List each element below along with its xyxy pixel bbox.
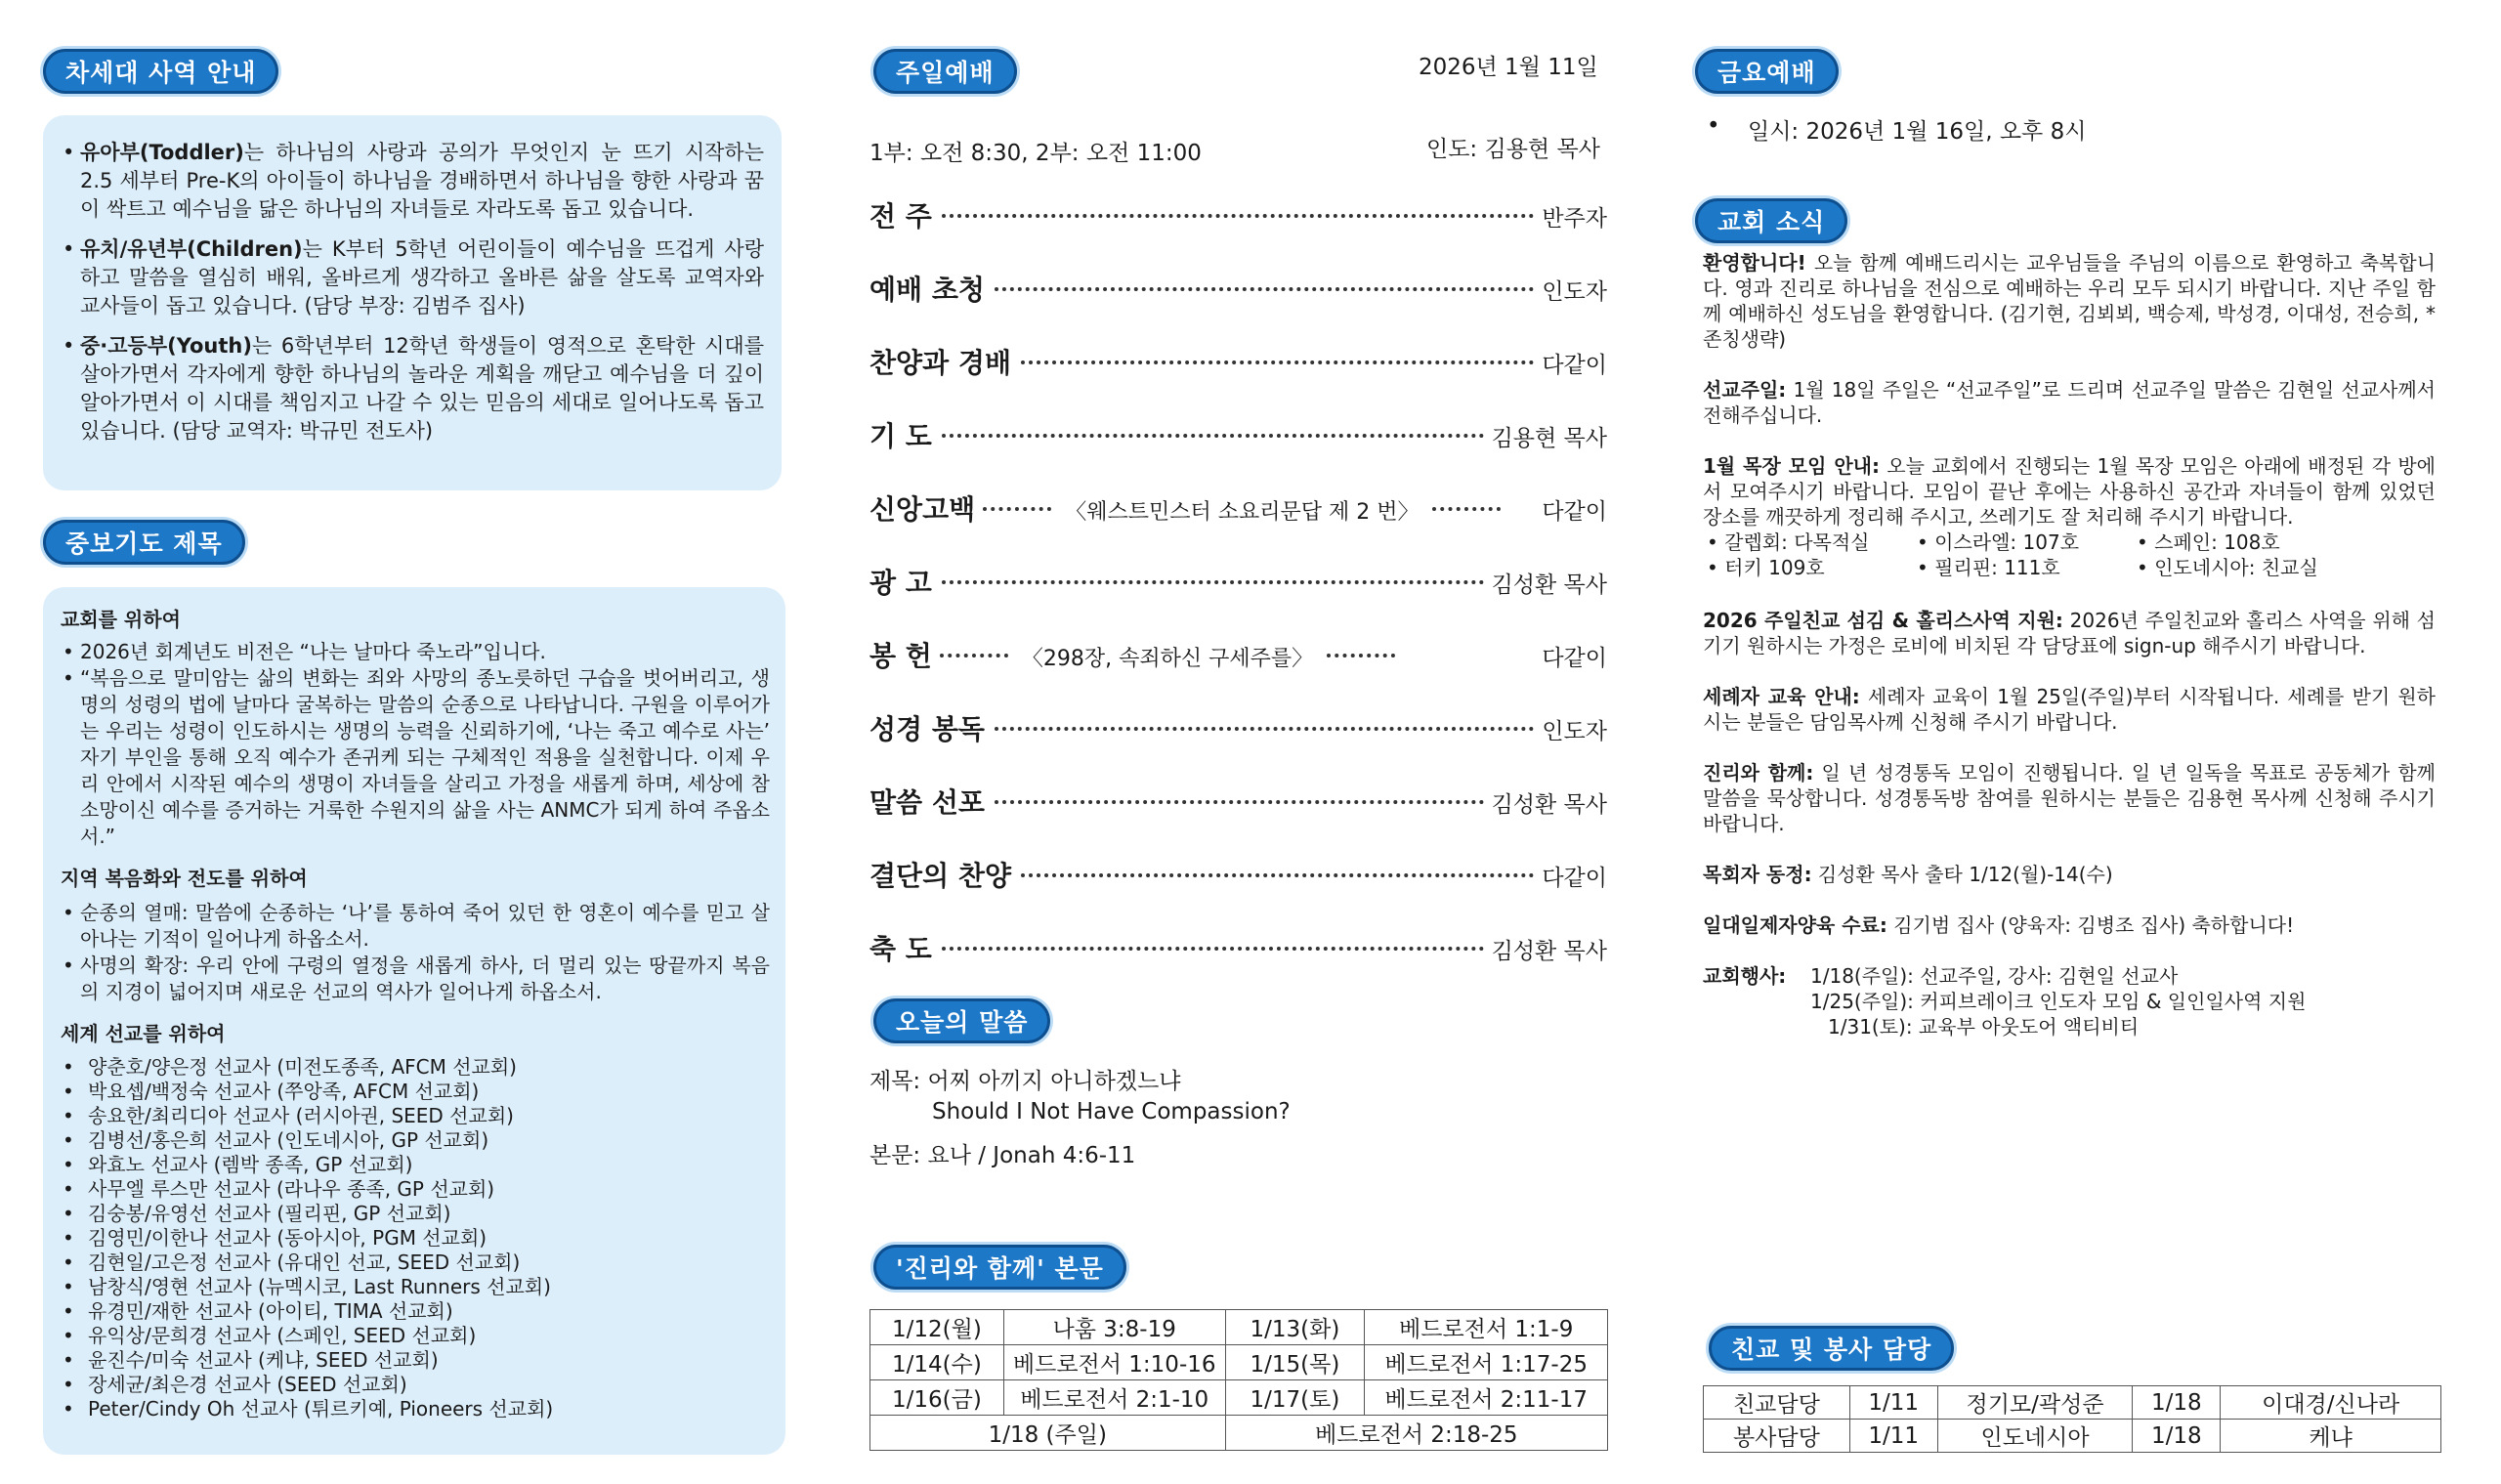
events-heading: 교회행사: — [1703, 964, 1787, 988]
church-prayer-item: • 2026년 회계년도 비전은 “나는 날마다 죽노라”입니다. — [61, 639, 770, 665]
news-text: 오늘 교회에서 진행되는 1월 목장 모임은 아래에 배정된 각 방에서 모여주시기 바랍니다. 모임이 끝난 후에는 사용하신 공간과 자녀들이 함께 있었던 장소를 깨끗하게 정리해 주시고, 쓰레기도 잘 처리해 주시기 바랍니다. — [1703, 454, 2436, 529]
local-heading: 지역 복음화와 전도를 위하여 — [61, 867, 308, 890]
order-name: 결단의 찬양 — [869, 860, 1011, 892]
order-name: 말씀 선포 — [869, 786, 985, 819]
order-person: 김성환 목사 — [1491, 792, 1607, 818]
order-person: 김성환 목사 — [1491, 572, 1607, 598]
ministry-name: 유아부(Toddler) — [80, 141, 244, 164]
news-list-2 — [1703, 608, 2436, 938]
news-text: 일 년 성경통독 모임이 진행됩니다. 일 년 일독을 목표로 공동체가 함께 말씀을 묵상합니다. 성경통독방 참여를 원하시는 분들은 김용현 목사께 신청해 주시기 바랍니다. — [1703, 761, 2436, 835]
order-row — [869, 928, 1607, 967]
prayer-box — [43, 587, 785, 1455]
reading-passage: 베드로전서 1:1-9 — [1365, 1310, 1608, 1345]
order-row — [869, 415, 1607, 454]
order-name: 찬양과 경배 — [869, 347, 1011, 379]
ministry-item — [61, 235, 764, 320]
worship-date: 2026년 1월 11일 — [1419, 55, 1598, 80]
leader-dots — [942, 214, 1534, 218]
order-name: 광 고 — [869, 567, 932, 599]
order-person: 다같이 — [1542, 353, 1607, 378]
order-detail: 〈298장, 속죄하신 구세주를〉 — [1021, 647, 1314, 671]
news-heading: 선교주일: — [1703, 378, 1787, 402]
reading-passage: 베드로전서 1:10-16 — [1003, 1345, 1225, 1380]
order-row — [869, 708, 1607, 747]
order-person: 다같이 — [1542, 499, 1607, 525]
order-row — [869, 342, 1607, 381]
reading-row — [870, 1310, 1608, 1345]
order-person: 다같이 — [1542, 866, 1607, 891]
leader-dots — [983, 507, 1051, 511]
missionary-item: • 양춘호/양은정 선교사 (미전도종족, AFCM 선교회) — [61, 1055, 770, 1080]
serve-cell: 1/11 — [1849, 1420, 1937, 1453]
missionary-item: • Peter/Cindy Oh 선교사 (튀르키예, Pioneers 선교회) — [61, 1397, 770, 1421]
sermon-text: 요나 / Jonah 4:6-11 — [927, 1143, 1136, 1168]
text-label: 본문: — [869, 1143, 921, 1168]
reading-row — [870, 1416, 1608, 1451]
news-text: 오늘 함께 예배드리시는 교우님들을 주님의 이름으로 환영하고 축복합니다. 영과 진리로 하나님을 전심으로 예배하는 우리 모두 되시기 바랍니다. 지난 주일 함께 예배하신 성도님을 환영합니다. (김기현, 김뵈뵈, 백승제, 박성경, 이대성, 전승희, *존칭생략) — [1703, 251, 2436, 351]
reading-date: 1/15(목) — [1225, 1345, 1365, 1380]
leader-dots — [940, 654, 1008, 657]
news-text: 김기범 집사 (양육자: 김병조 집사) 축하합니다! — [1886, 913, 2295, 937]
local-list — [61, 900, 770, 1005]
missionary-item: • 김병선/홍은희 선교사 (인도네시아, GP 선교회) — [61, 1128, 770, 1153]
news-list-1 — [1703, 250, 2436, 530]
order-name: 축 도 — [869, 933, 932, 965]
order-name: 신앙고백 — [869, 493, 976, 526]
right-column — [1687, 0, 2437, 1484]
church-heading: 교회를 위하여 — [61, 608, 181, 631]
news-item — [1703, 912, 2436, 938]
news-text: 1월 18일 주일은 “선교주일”로 드리며 선교주일 말씀은 김현일 선교사께서 전해주십니다. — [1703, 378, 2436, 427]
order-row — [869, 488, 1607, 528]
reading-passage: 베드로전서 2:1-10 — [1003, 1380, 1225, 1416]
order-person: 인도자 — [1542, 719, 1607, 744]
missionary-item: • 윤진수/미숙 선교사 (케냐, SEED 선교회) — [61, 1348, 770, 1373]
serve-cell: 1/18 — [2133, 1420, 2221, 1453]
missionary-item: • 장세균/최은경 선교사 (SEED 선교회) — [61, 1373, 770, 1397]
reading-row — [870, 1380, 1608, 1416]
order-name: 전 주 — [869, 200, 932, 233]
leader-dots — [995, 800, 1484, 804]
news-item — [1703, 250, 2436, 352]
leader-dots — [942, 434, 1484, 438]
order-detail: 〈웨스트민스터 소요리문답 제 2 번〉 — [1065, 500, 1420, 525]
room-item: • 필리핀: 111호 — [1917, 556, 2060, 579]
order-person: 다같이 — [1542, 646, 1607, 671]
order-row — [869, 855, 1607, 894]
prayer-title: 중보기도 제목 — [43, 520, 245, 565]
ministry-title: 차세대 사역 안내 — [43, 49, 278, 94]
order-name: 기 도 — [869, 420, 932, 452]
church-list — [61, 639, 770, 850]
news-heading: 환영합니다! — [1703, 251, 1806, 275]
order-row — [869, 635, 1607, 674]
serve-cell: 정기모/곽성준 — [1937, 1386, 2133, 1420]
news-item — [1703, 608, 2436, 658]
order-person: 김성환 목사 — [1491, 939, 1607, 964]
center-column — [866, 0, 1618, 1484]
order-row — [869, 195, 1607, 234]
missionary-item: • 김영민/이한나 선교사 (동아시아, PGM 선교회) — [61, 1226, 770, 1251]
service-times: 1부: 오전 8:30, 2부: 오전 11:00 — [869, 141, 1202, 166]
sermon-info — [869, 1067, 1291, 1171]
ministry-name: 중·고등부(Youth) — [80, 334, 252, 358]
reading-table — [869, 1309, 1608, 1451]
ministry-name: 유치/유년부(Children) — [80, 237, 303, 261]
ministry-box — [43, 115, 782, 490]
news-heading: 2026 주일친교 섬김 & 홀리스사역 지원: — [1703, 609, 2063, 632]
leader-dots — [1021, 360, 1534, 364]
serve-cell: 봉사담당 — [1704, 1420, 1850, 1453]
subject-label: 제목: — [869, 1069, 921, 1094]
order-name: 예배 초청 — [869, 274, 985, 306]
missionary-item: • 남창식/영현 선교사 (뉴멕시코, Last Runners 선교회) — [61, 1275, 770, 1299]
reading-passage: 베드로전서 2:18-25 — [1225, 1416, 1607, 1451]
reading-date: 1/16(금) — [870, 1380, 1004, 1416]
leader-dots — [995, 727, 1534, 731]
order-name: 성경 봉독 — [869, 713, 985, 745]
order-name: 봉 헌 — [869, 640, 932, 672]
reading-date: 1/17(토) — [1225, 1380, 1365, 1416]
missionary-item: • 유익상/문희경 선교사 (스페인, SEED 선교회) — [61, 1324, 770, 1348]
church-events — [1703, 963, 2436, 1039]
serve-row — [1704, 1386, 2441, 1420]
missionary-item: • 박요셉/백정숙 선교사 (쭈앙족, AFCM 선교회) — [61, 1080, 770, 1104]
leader-dots — [1432, 507, 1501, 511]
sunday-worship-title: 주일예배 — [873, 49, 1017, 94]
serve-title: 친교 및 봉사 담당 — [1709, 1326, 1954, 1371]
leader-dots — [1327, 654, 1395, 657]
room-list — [1703, 530, 2436, 580]
room-item: • 인도네시아: 친교실 — [2137, 556, 2318, 579]
order-row — [869, 269, 1607, 308]
ministry-text: 는 6학년부터 12학년 학생들이 영적으로 혼탁한 시대를 살아가면서 각자에게 향한 하나님의 놀라운 계획을 깨닫고 예수님을 더 깊이 알아가면서 이 시대를 책임지고 나갈 수 있는 믿음의 세대로 일어나도록 돕고 있습니다. (담당 교역자: 박규민 전도사) — [80, 334, 764, 443]
ministry-item — [61, 139, 764, 224]
room-item: • 스페인: 108호 — [2137, 530, 2280, 554]
serve-row — [1704, 1420, 2441, 1453]
leader-dots — [995, 287, 1534, 291]
ministry-list — [61, 139, 764, 445]
local-prayer-item: • 사명의 확장: 우리 안에 구령의 열정을 새롭게 하사, 더 멀리 있는 땅끝까지 복음의 지경이 넓어지며 새로운 선교의 역사가 일어나게 하옵소서. — [61, 953, 770, 1005]
sermon-subject-en: Should I Not Have Compassion? — [932, 1099, 1291, 1124]
ministry-text: 는 K부터 5학년 어린이들이 예수님을 뜨겁게 사랑하고 말씀을 열심히 배워, 올바르게 생각하고 올바른 삶을 살도록 교역자와 교사들이 돕고 있습니다. (담당 부장: 김범주 집사) — [80, 237, 764, 318]
reading-row — [870, 1345, 1608, 1380]
news-item — [1703, 453, 2436, 530]
reading-title: '진리와 함께' 본문 — [873, 1245, 1126, 1290]
serve-cell: 이대경/신나라 — [2221, 1386, 2441, 1420]
order-row — [869, 782, 1607, 821]
friday-worship-title: 금요예배 — [1695, 49, 1839, 94]
order-row — [869, 562, 1607, 601]
leader-dots — [942, 580, 1484, 584]
missionary-list — [61, 1055, 770, 1421]
news-item — [1703, 684, 2436, 735]
reading-passage: 베드로전서 1:17-25 — [1365, 1345, 1608, 1380]
order-person: 인도자 — [1542, 279, 1607, 305]
room-item: • 이스라엘: 107호 — [1917, 530, 2080, 554]
news-item — [1703, 760, 2436, 836]
reading-date: 1/13(화) — [1225, 1310, 1365, 1345]
serve-cell: 케냐 — [2221, 1420, 2441, 1453]
serve-cell: 인도네시아 — [1937, 1420, 2133, 1453]
event-item: 1/31(토): 교육부 아웃도어 액티비티 — [1828, 1015, 2140, 1039]
events-list — [1810, 963, 2306, 1039]
missionary-item: • 유경민/재한 선교사 (아이티, TIMA 선교회) — [61, 1299, 770, 1324]
news-block — [1703, 250, 2436, 1039]
leader-dots — [942, 947, 1484, 951]
serve-cell: 친교담당 — [1704, 1386, 1850, 1420]
news-heading: 세례자 교육 안내: — [1703, 685, 1860, 708]
local-prayer-item: • 순종의 열매: 말씀에 순종하는 ‘나’를 통하여 죽어 있던 한 영혼이 예수를 믿고 살아나는 기적이 일어나게 하옵소서. — [61, 900, 770, 953]
left-column — [43, 0, 785, 1484]
news-heading: 목회자 동정: — [1703, 863, 1812, 886]
room-item: • 갈렙회: 다목적실 — [1707, 530, 1870, 554]
reading-passage: 나훔 3:8-19 — [1003, 1310, 1225, 1345]
room-row — [1703, 555, 2436, 580]
worship-order — [869, 195, 1612, 965]
news-text: 세례자 교육이 1월 25일(주일)부터 시작됩니다. 세례를 받기 원하시는 분들은 담임목사께 신청해 주시기 바랍니다. — [1703, 685, 2436, 734]
missionary-item: • 사무엘 루스만 선교사 (라나우 종족, GP 선교회) — [61, 1177, 770, 1202]
serve-cell: 1/11 — [1849, 1386, 1937, 1420]
news-heading: 일대일제자양육 수료: — [1703, 913, 1887, 937]
reading-date: 1/12(월) — [870, 1310, 1004, 1345]
reading-passage: 베드로전서 2:11-17 — [1365, 1380, 1608, 1416]
missionary-item: • 김숭봉/유영선 선교사 (필리핀, GP 선교회) — [61, 1202, 770, 1226]
news-heading: 진리와 함께: — [1703, 761, 1814, 784]
friday-time: • 일시: 2026년 1월 16일, 오후 8시 — [1705, 113, 2086, 146]
sermon-subject: 어찌 아끼지 아니하겠느냐 — [927, 1069, 1181, 1094]
serve-cell: 1/18 — [2133, 1386, 2221, 1420]
reading-date: 1/14(수) — [870, 1345, 1004, 1380]
news-heading: 1월 목장 모임 안내: — [1703, 454, 1880, 478]
worship-leader: 인도: 김용현 목사 — [1426, 137, 1600, 162]
leader-dots — [1021, 873, 1534, 877]
todays-word-title: 오늘의 말씀 — [873, 998, 1050, 1043]
ministry-text: 는 하나님의 사랑과 공의가 무엇인지 눈 뜨기 시작하는 2.5 세부터 Pre-K의 아이들이 하나님을 경배하면서 하나님을 향한 사랑과 꿈이 싹트고 예수님을 닮은 하나님의 자녀들로 자라도록 돕고 있습니다. — [80, 141, 764, 221]
order-person: 김용현 목사 — [1491, 426, 1607, 451]
missionary-item: • 송요한/최리디아 선교사 (러시아권, SEED 선교회) — [61, 1104, 770, 1128]
missionary-item: • 김현일/고은정 선교사 (유대인 선교, SEED 선교회) — [61, 1251, 770, 1275]
news-item — [1703, 377, 2436, 428]
room-item: • 터키 109호 — [1707, 556, 1825, 579]
world-heading: 세계 선교를 위하여 — [61, 1022, 226, 1045]
room-row — [1703, 530, 2436, 555]
church-prayer-item: • “복음으로 말미암는 삶의 변화는 죄와 사망의 종노릇하던 구습을 벗어버리고, 생명의 성령의 법에 날마다 굴복하는 말씀의 순종으로 나타납니다. 구원을 이루어가는 우리는 성령이 인도하시는 생명의 능력을 신뢰하기에, ‘나는 죽고 예수로 사는’ 자기 부인을 통해 오직 예수가 존귀케 되는 구체적인 적용을 실천합니다. 이제 우리 안에서 시작된 예수의 생명이 자녀들을 살리고 가정을 새롭게 하며, 세상에 참 소망이신 예수를 증거하는 거룩한 수원지의 삶을 사는 ANMC가 되게 하여 주옵소서.” — [61, 665, 770, 850]
ministry-item — [61, 332, 764, 445]
news-item — [1703, 862, 2436, 887]
missionary-item: • 와효노 선교사 (렘박 종족, GP 선교회) — [61, 1153, 770, 1177]
reading-date: 1/18 (주일) — [870, 1416, 1226, 1451]
event-item: 1/18(주일): 선교주일, 강사: 김현일 선교사 — [1810, 964, 2179, 988]
news-title: 교회 소식 — [1695, 198, 1847, 243]
news-text: 2026년 주일친교와 홀리스 사역을 위해 섬기기 원하시는 가정은 로비에 비치된 각 담당표에 sign-up 해주시기 바랍니다. — [1703, 609, 2437, 657]
order-person: 반주자 — [1542, 206, 1607, 232]
news-text: 김성환 목사 출타 1/12(월)-14(수) — [1811, 863, 2113, 886]
serve-table — [1703, 1385, 2441, 1453]
event-item: 1/25(주일): 커피브레이크 인도자 모임 & 일인일사역 지원 — [1810, 990, 2307, 1013]
